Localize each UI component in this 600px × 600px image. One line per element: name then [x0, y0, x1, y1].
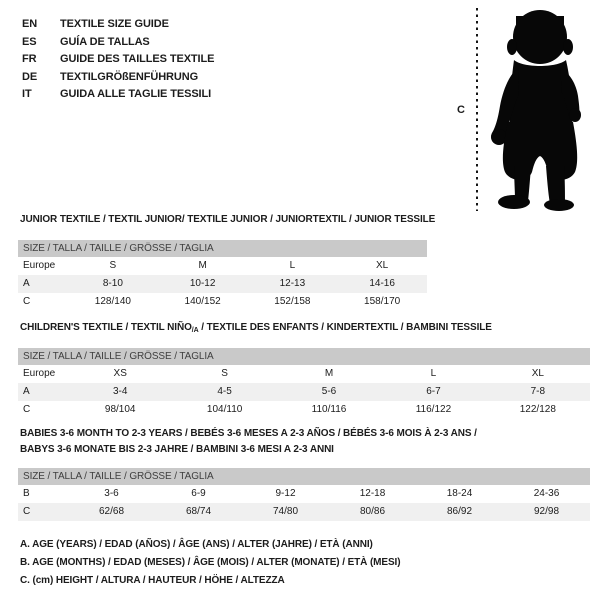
table-cell: 110/116: [311, 404, 347, 415]
table-cell: 10-12: [189, 278, 216, 289]
table-cell: 98/104: [104, 404, 136, 415]
table-row: [18, 485, 590, 503]
table-cell: 24-36: [533, 488, 560, 499]
table-cell: 9-12: [275, 488, 296, 499]
row-label: A: [23, 278, 30, 289]
table-row: [18, 275, 427, 293]
lang-code: DE: [22, 70, 38, 83]
table-cell: M: [198, 260, 207, 271]
table-cell: 12-13: [279, 278, 306, 289]
title-line1: BABIES 3-6 MONTH TO 2-3 YEARS / BEBÉS 3-6 MESES A 2-3 AÑOS / BÉBÉS 3-6 MOIS À 2-3 ANS /: [20, 428, 477, 439]
table-cell: 62/68: [98, 506, 125, 517]
lang-code: EN: [22, 18, 38, 30]
table-cell: 3-6: [104, 488, 119, 499]
row-label: B: [23, 488, 30, 499]
lang-row-es: [22, 34, 214, 52]
table-cell: 86/92: [446, 506, 473, 517]
table-cell: L: [430, 368, 437, 379]
table-cell: 12-18: [359, 488, 386, 499]
row-label: A: [23, 386, 30, 397]
table-cell: 14-16: [369, 278, 395, 289]
table-cell: 74/80: [272, 506, 299, 517]
table-cell: 158/170: [364, 296, 401, 307]
legend-b: B. AGE (MONTHS) / EDAD (MESES) / ÂGE (MOIS) / ALTER (MONATE) / ETÀ (MESI): [20, 557, 401, 568]
title-rest: / TEXTILE DES ENFANTS / KINDERTEXTIL / BAMBINI TESSILE: [198, 322, 492, 333]
table-cell: M: [324, 368, 334, 379]
children-table-title: [20, 322, 492, 334]
lang-row-it: [22, 86, 214, 104]
table-cell: 116/122: [415, 404, 452, 415]
table-cell: 128/140: [94, 296, 131, 307]
height-measure-line: [476, 8, 478, 211]
babies-size-table: [18, 468, 590, 521]
junior-size-table: [18, 240, 427, 311]
table-row: [18, 503, 590, 521]
legend-a: A. AGE (YEARS) / EDAD (AÑOS) / ÂGE (ANS) / ALTER (JAHRE) / ETÀ (ANNI): [20, 539, 373, 550]
table-cell: 18-24: [446, 488, 473, 499]
table-cell: 104/110: [206, 404, 243, 415]
lang-label: TEXTILGRÖßENFÜHRUNG: [60, 70, 199, 83]
table-cell: 80/86: [359, 506, 386, 517]
table-cell: 140/152: [184, 296, 221, 307]
table-row: [18, 383, 590, 401]
lang-label: GUIDE DES TAILLES TEXTILE: [60, 53, 215, 65]
table-cell: L: [289, 260, 296, 271]
row-label: C: [23, 404, 31, 415]
measure-legend: [20, 536, 400, 590]
legend-c: C. (cm) HEIGHT / ALTURA / HAUTEUR / HÖHE / ALTEZZA: [20, 575, 285, 586]
lang-row-fr: [22, 51, 214, 69]
lang-row-de: [22, 69, 214, 87]
table-cell: 8-10: [102, 278, 123, 289]
table-cell: 7-8: [530, 386, 546, 397]
lang-label: TEXTILE SIZE GUIDE: [60, 18, 169, 30]
measure-c-label: C: [457, 104, 465, 116]
babies-table-title: [20, 426, 477, 458]
table-cell: 122/128: [519, 404, 556, 415]
lang-code: ES: [22, 35, 37, 48]
table-cell: 92/98: [533, 506, 560, 517]
table-cell: S: [109, 260, 117, 271]
children-size-table: [18, 348, 590, 419]
table-row: [18, 401, 590, 419]
table-cell: XS: [113, 368, 127, 379]
table-cell: XL: [376, 260, 389, 271]
table-row: [18, 365, 590, 383]
row-label: C: [23, 296, 31, 307]
size-header: SIZE / TALLA / TAILLE / GRÖSSE / TAGLIA: [18, 240, 427, 257]
table-cell: S: [221, 368, 228, 379]
table-row: [18, 293, 427, 311]
row-label: Europe: [23, 260, 56, 271]
title-line2: BABYS 3-6 MONATE BIS 2-3 JAHRE / BAMBINI 3-6 MESI A 2-3 ANNI: [20, 444, 334, 455]
table-cell: 152/158: [274, 296, 311, 307]
size-header: SIZE / TALLA / TAILLE / GRÖSSE / TAGLIA: [18, 348, 590, 365]
table-cell: XL: [531, 368, 544, 379]
title-subscript: /A: [191, 327, 199, 334]
table-cell: 5-6: [321, 386, 337, 397]
lang-code: FR: [22, 53, 37, 65]
table-cell: 3-4: [112, 386, 128, 397]
junior-table-title: JUNIOR TEXTILE / TEXTIL JUNIOR/ TEXTILE JUNIOR / JUNIORTEXTIL / JUNIOR TESSILE: [20, 214, 436, 225]
row-label: Europe: [23, 368, 56, 379]
table-cell: 4-5: [217, 386, 232, 397]
title-main: CHILDREN'S TEXTILE / TEXTIL NIÑO: [20, 322, 192, 333]
table-cell: 6-9: [191, 488, 206, 499]
lang-label: GUÍA DE TALLAS: [60, 35, 150, 48]
language-guide: [22, 16, 214, 104]
baby-silhouette: [487, 6, 593, 212]
table-cell: 6-7: [426, 386, 441, 397]
table-cell: 68/74: [185, 506, 212, 517]
row-label: C: [23, 506, 31, 517]
lang-code: IT: [22, 88, 32, 100]
lang-row-en: [22, 16, 214, 34]
table-row: [18, 257, 427, 275]
lang-label: GUIDA ALLE TAGLIE TESSILI: [60, 88, 212, 100]
size-header: SIZE / TALLA / TAILLE / GRÖSSE / TAGLIA: [18, 468, 590, 485]
